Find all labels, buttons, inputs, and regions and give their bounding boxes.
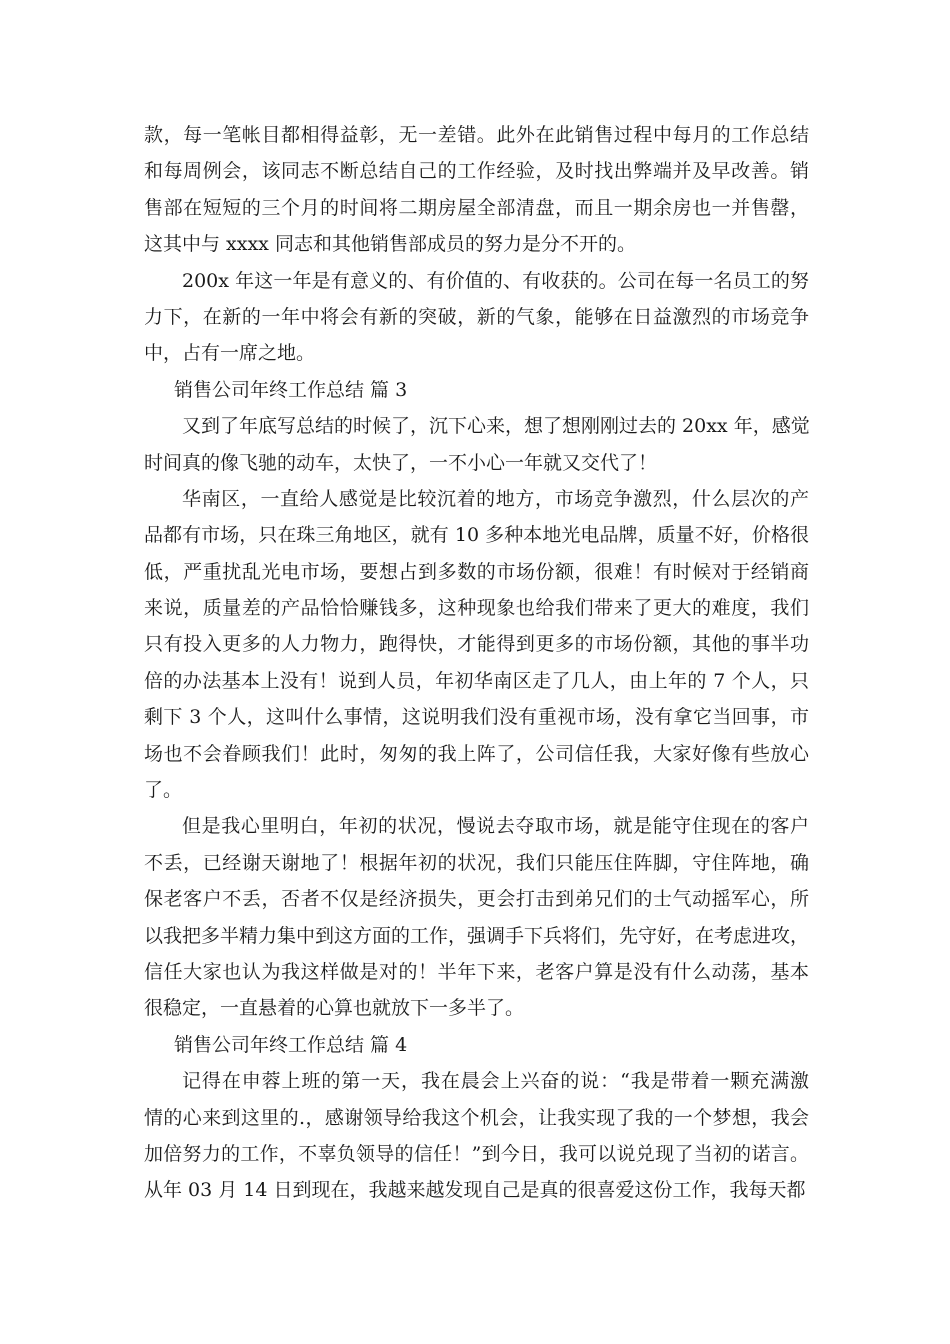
text-line: 中，占有一席之地。	[144, 342, 316, 365]
text-line: 但是我心里明白，年初的状况，慢说去夺取市场，就是能守住现在的客户	[182, 815, 809, 838]
section-heading: 销售公司年终工作总结 篇 3	[174, 378, 408, 401]
document-page	[144, 117, 809, 1209]
text-line: 低，严重扰乱光电市场，要想占到多数的市场份额，很难！有时候对于经销商	[144, 560, 809, 583]
text-line: 很稳定，一直悬着的心算也就放下一多半了。	[144, 997, 525, 1020]
paragraph	[144, 808, 809, 1026]
text-line: 华南区，一直给人感觉是比较沉着的地方，市场竞争激烈，什么层次的产	[182, 487, 809, 510]
text-line: 倍的办法基本上没有！说到人员，年初华南区走了几人，由上年的 7 个人，只	[144, 669, 809, 692]
text-line: 款，每一笔帐目都相得益彰，无一差错。此外在此销售过程中每月的工作总结	[144, 124, 809, 146]
text-line: 和每周例会，该同志不断总结自己的工作经验，及时找出弊端并及早改善。销	[144, 160, 809, 183]
paragraph	[144, 117, 809, 263]
text-line: 场也不会眷顾我们！此时，匆匆的我上阵了，公司信任我，大家好像有些放心	[144, 742, 809, 765]
text-line: 从年 03 月 14 日到现在，我越来越发现自己是真的很喜爱这份工作，我每天都	[144, 1179, 806, 1202]
text-line: 售部在短短的三个月的时间将二期房屋全部清盘，而且一期余房也一并售罄，	[144, 196, 809, 219]
text-line: 了。	[144, 779, 183, 802]
text-line: 这其中与 xxxx 同志和其他销售部成员的努力是分不开的。	[144, 233, 636, 256]
text-line: 保老客户不丢，否者不仅是经济损失，更会打击到弟兄们的士气动摇军心，所	[144, 888, 809, 911]
text-line: 加倍努力的工作，不辜负领导的信任！”到今日，我可以说兑现了当初的诺言。	[144, 1142, 809, 1165]
text-line: 力下，在新的一年中将会有新的突破，新的气象，能够在日益激烈的市场竞争	[144, 305, 809, 328]
text-line: 以我把多半精力集中到这方面的工作，强调手下兵将们，先守好，在考虑进攻，	[144, 924, 810, 947]
paragraph	[144, 263, 809, 372]
paragraph	[144, 408, 809, 481]
text-line: 信任大家也认为我这样做是对的！半年下来，老客户算是没有什么动荡，基本	[144, 960, 809, 983]
paragraph	[144, 481, 809, 809]
text-line: 不丢，已经谢天谢地了！根据年初的状况，我们只能压住阵脚，守住阵地，确	[144, 851, 809, 874]
text-line: 记得在申蓉上班的第一天，我在晨会上兴奋的说：“我是带着一颗充满激	[182, 1070, 809, 1093]
text-line: 又到了年底写总结的时候了，沉下心来，想了想刚刚过去的 20xx 年，感觉	[182, 415, 810, 438]
text-line: 品都有市场，只在珠三角地区，就有 10 多种本地光电品牌，质量不好，价格很	[144, 524, 809, 547]
text-line: 时间真的像飞驰的动车，太快了，一不小心一年就又交代了！	[144, 451, 658, 474]
paragraph	[144, 1063, 809, 1209]
text-line: 200x 年这一年是有意义的、有价值的、有收获的。公司在每一名员工的努	[182, 269, 809, 292]
text-line: 来说，质量差的产品恰恰赚钱多，这种现象也给我们带来了更大的难度，我们	[144, 597, 809, 620]
text-line: 只有投入更多的人力物力，跑得快，才能得到更多的市场份额，其他的事半功	[144, 633, 809, 656]
text-line: 情的心来到这里的.，感谢领导给我这个机会，让我实现了我的一个梦想，我会	[144, 1106, 809, 1129]
text-line: 剩下 3 个人，这叫什么事情，这说明我们没有重视市场，没有拿它当回事，市	[144, 706, 809, 729]
section-heading: 销售公司年终工作总结 篇 4	[174, 1033, 408, 1056]
